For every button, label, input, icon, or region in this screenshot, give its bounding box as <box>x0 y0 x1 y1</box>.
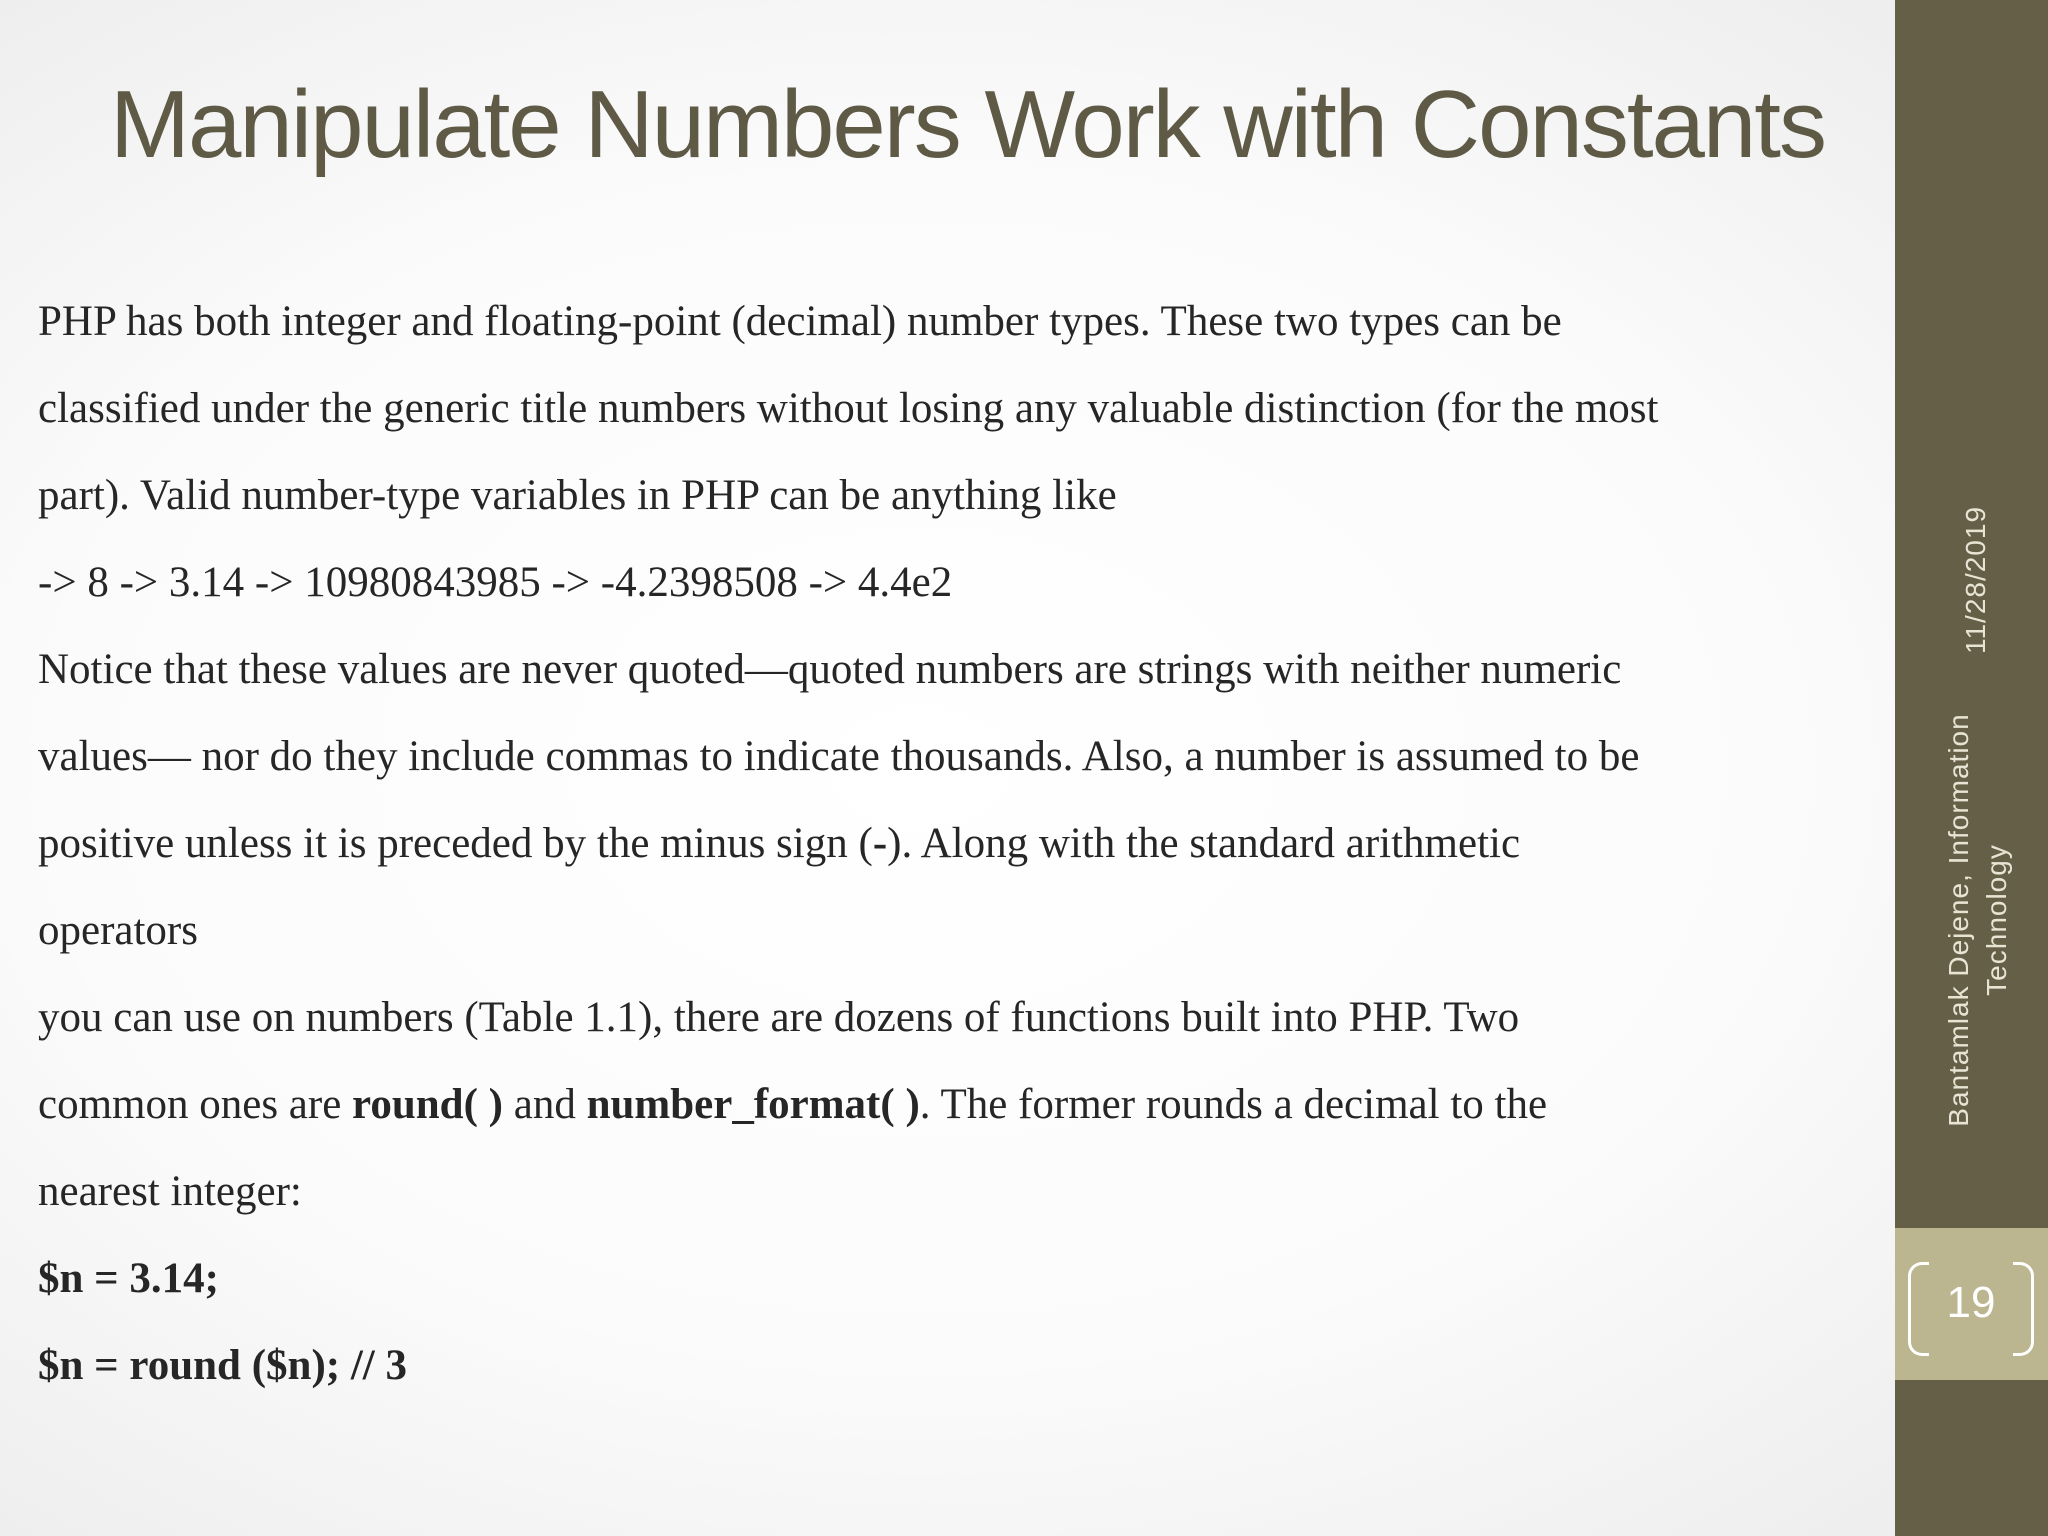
right-bracket-icon <box>2013 1262 2034 1356</box>
code-line: $n = round ($n); // 3 <box>38 1342 407 1389</box>
page-number: 19 <box>1946 1278 1996 1327</box>
body-line: classified under the generic title numbers without losing any valuable distinction (for the most <box>38 385 1659 432</box>
body-line <box>38 1061 1878 1148</box>
slide-author <box>1940 620 2020 1220</box>
body-text-run: and <box>503 1081 587 1128</box>
body-line: part). Valid number-type variables in PHP can be anything like <box>38 472 1117 519</box>
body-text-run: ). Along with the standard arithmetic <box>887 820 1521 867</box>
body-line: PHP has both integer and floating-point (decimal) number types. These two types can be <box>38 298 1562 345</box>
body-text-run: positive unless it is preceded by the minus sign ( <box>38 820 873 867</box>
round-function: round( ) <box>352 1081 503 1128</box>
body-line: values— nor do they include commas to indicate thousands. Also, a number is assumed to be <box>38 733 1640 780</box>
author-line: Bantamlak Dejene, Information <box>1943 713 1974 1127</box>
slide-title: Manipulate Numbers Work with Constants <box>110 71 1825 178</box>
slide-date: 11/28/2019 <box>1960 505 1991 655</box>
body-line: nearest integer: <box>38 1168 302 1215</box>
body-line: operators <box>38 907 198 954</box>
body-text-run: . The former rounds a decimal to the <box>919 1081 1548 1128</box>
code-line: $n = 3.14; <box>38 1255 219 1302</box>
body-line: you can use on numbers (Table 1.1), there are dozens of functions built into PHP. Two <box>38 994 1520 1041</box>
number-examples: -> 8 -> 3.14 -> 10980843985 -> -4.2398508 -> 4.4e2 <box>38 559 953 606</box>
minus-sign: - <box>872 820 888 867</box>
body-text-run: common ones are <box>38 1081 353 1128</box>
slide-body <box>38 278 1878 1409</box>
body-line <box>38 800 1878 887</box>
number-format-function: number_format( ) <box>586 1081 920 1128</box>
body-line: Notice that these values are never quoted—quoted numbers are strings with neither numeric <box>38 646 1622 693</box>
author-line: Technology <box>1981 844 2012 996</box>
